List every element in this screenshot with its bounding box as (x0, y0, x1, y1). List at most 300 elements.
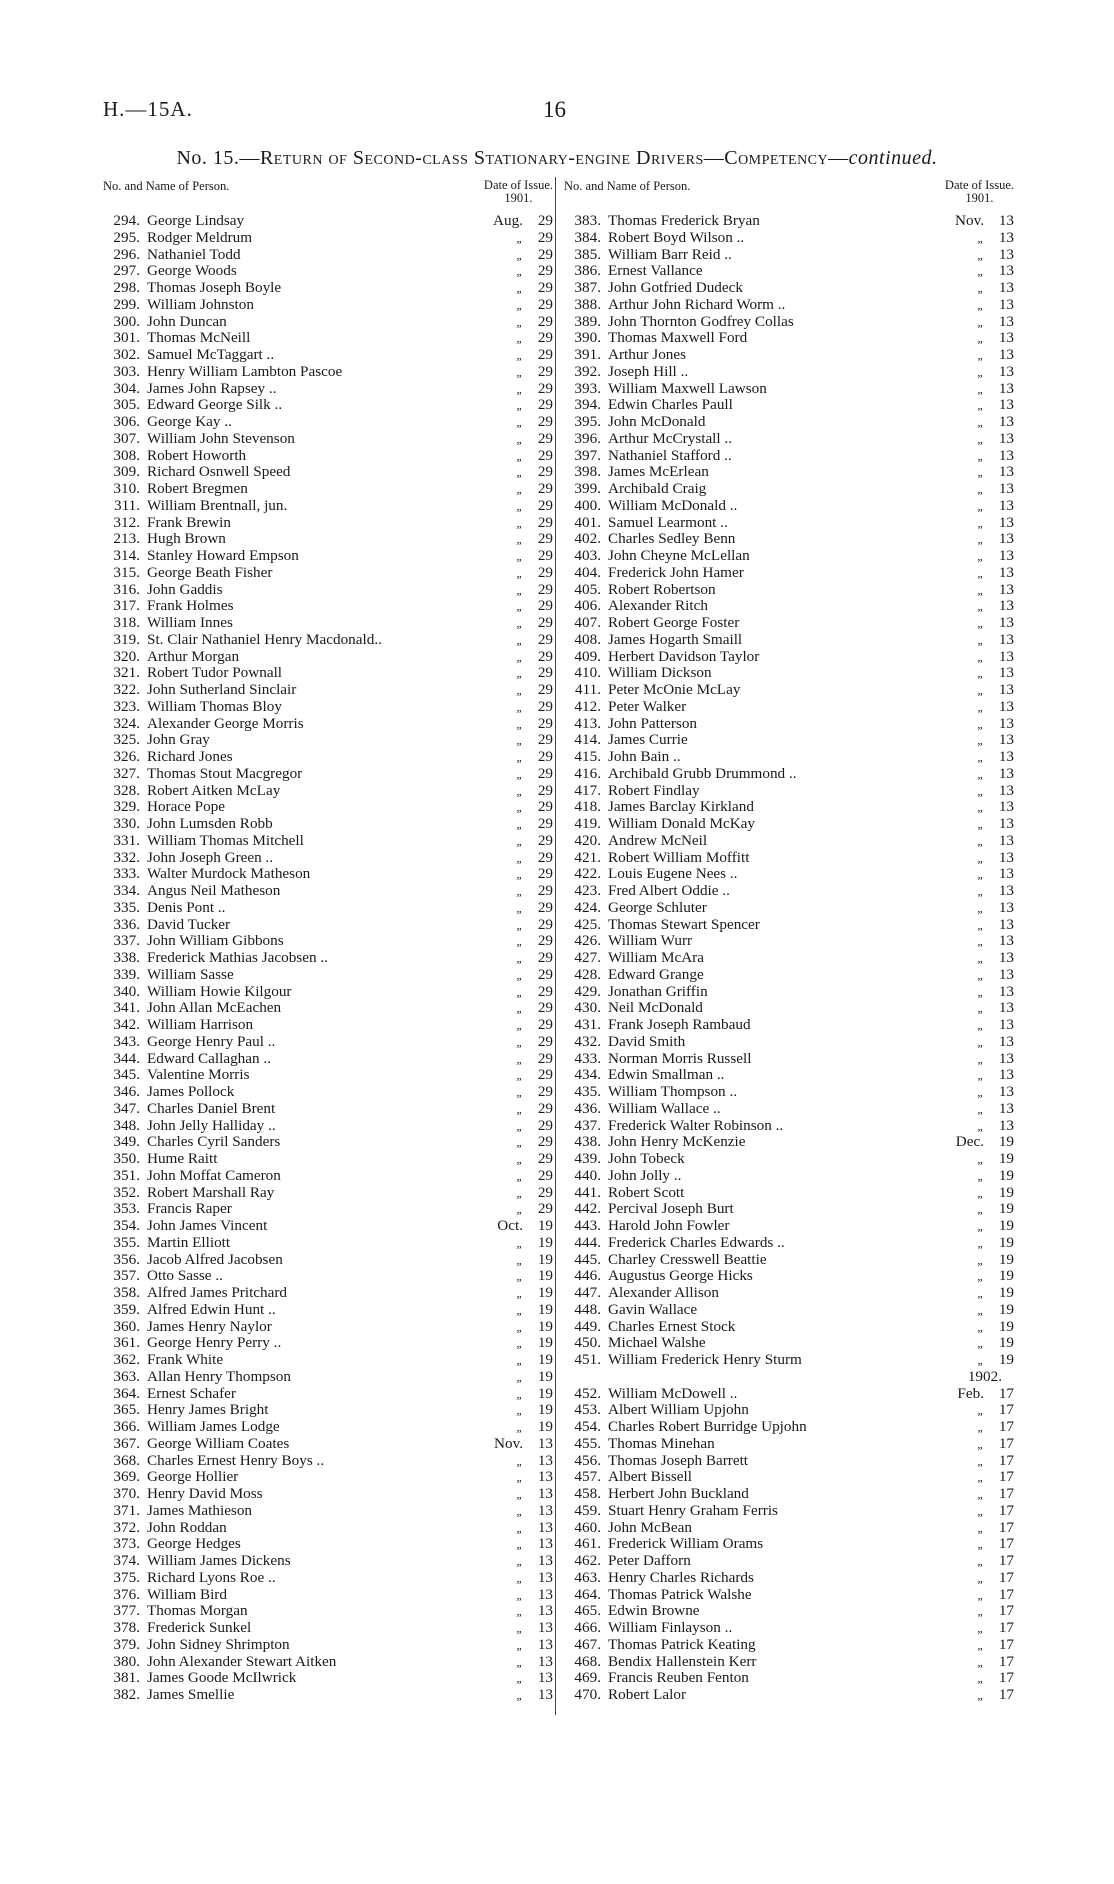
table-row (564, 1654, 1014, 1671)
issue-day: 13 (998, 530, 1014, 548)
person-name: Percival Joseph Burt (608, 1200, 734, 1218)
issue-month: „ (977, 264, 984, 279)
table-row (564, 1017, 1014, 1034)
entry-number: 404. (574, 563, 601, 581)
issue-month: „ (516, 565, 523, 580)
issue-month: „ (977, 683, 984, 697)
title-main: Return of Second-class Stationary-engine Drivers—Competency— (259, 147, 849, 169)
person-name: Frederick Charles Edwards .. (608, 1233, 785, 1251)
table-row (564, 464, 1014, 481)
person-name: Frederick Sunkel (147, 1619, 252, 1636)
table-row (564, 833, 1014, 850)
person-name: Alexander Ritch (608, 597, 708, 615)
person-name: John McBean (608, 1518, 692, 1536)
issue-day: 29 (537, 764, 553, 782)
issue-day: 29 (537, 597, 553, 615)
entry-number: 351. (113, 1166, 140, 1184)
table-row (564, 783, 1014, 800)
table-row (103, 330, 553, 347)
person-name: John Gotfried Dudeck (608, 279, 743, 296)
entry-number: 364. (113, 1384, 140, 1402)
entry-number: 346. (113, 1083, 140, 1100)
issue-month: „ (977, 448, 984, 463)
table-row (103, 1000, 553, 1017)
issue-day: 13 (537, 1434, 553, 1452)
title-prefix: No. 15.— (176, 147, 260, 169)
issue-day: 13 (998, 714, 1014, 732)
person-name: John Allan McEachen (147, 999, 282, 1017)
issue-day: 29 (537, 714, 553, 732)
table-row (103, 297, 553, 314)
issue-day: 19 (537, 1384, 553, 1402)
person-name: Ernest Vallance (608, 262, 703, 280)
table-row (564, 414, 1014, 431)
entry-number: 444. (574, 1233, 601, 1251)
table-row (564, 582, 1014, 599)
table-row (103, 1520, 553, 1537)
entry-number: 361. (113, 1334, 140, 1352)
issue-day: 29 (537, 212, 553, 229)
person-name: Alexander George Morris (147, 714, 304, 732)
person-name: Robert Findlay (608, 781, 700, 799)
entry-number: 321. (113, 664, 140, 682)
person-name: Robert Tudor Pownall (147, 664, 283, 682)
person-name: John Alexander Stewart Aitken (147, 1652, 337, 1670)
table-row (564, 1185, 1014, 1202)
issue-month: „ (977, 1637, 984, 1652)
table-row (564, 481, 1014, 498)
entry-number: 449. (574, 1317, 601, 1335)
issue-month: „ (516, 549, 523, 563)
entry-number: 329. (113, 798, 140, 816)
issue-day: 13 (998, 1099, 1014, 1117)
issue-month: „ (977, 1470, 984, 1485)
table-row (564, 548, 1014, 565)
person-name: Alfred Edwin Hunt .. (147, 1300, 276, 1318)
issue-month: „ (977, 984, 984, 999)
table-row (103, 1168, 553, 1185)
table-row (103, 1536, 553, 1553)
entry-number: 467. (574, 1635, 601, 1653)
issue-day: 13 (998, 949, 1014, 966)
entry-number: 298. (113, 279, 140, 296)
issue-month: „ (977, 733, 984, 748)
table-row (103, 1436, 553, 1453)
issue-month: „ (516, 1470, 523, 1485)
person-name: Albert William Upjohn (608, 1401, 749, 1419)
right-column-header (564, 177, 1014, 213)
issue-day: 17 (998, 1652, 1014, 1670)
entry-number: 452. (574, 1384, 601, 1402)
entry-number: 374. (113, 1552, 140, 1569)
table-row (564, 1201, 1014, 1218)
entry-number: 388. (574, 295, 601, 313)
issue-month: „ (516, 1621, 523, 1635)
table-row (103, 414, 553, 431)
table-row (564, 515, 1014, 532)
issue-day: 29 (537, 831, 553, 849)
issue-month: „ (516, 683, 523, 697)
person-name: James Mathieson (147, 1501, 253, 1519)
entry-number: 380. (113, 1652, 140, 1670)
entry-number: 340. (113, 982, 140, 1000)
table-row (564, 749, 1014, 766)
issue-month: „ (977, 1688, 984, 1702)
issue-day: 19 (537, 1367, 553, 1385)
entry-number: 462. (574, 1552, 601, 1569)
entry-number: 394. (574, 396, 601, 414)
table-row (564, 1218, 1014, 1235)
issue-month: „ (516, 833, 523, 848)
table-row (564, 799, 1014, 816)
issue-day: 29 (537, 949, 553, 966)
table-row (103, 900, 553, 917)
person-name: Nathaniel Todd (147, 245, 241, 263)
issue-day: 13 (998, 279, 1014, 296)
issue-day: 13 (998, 563, 1014, 581)
issue-month: „ (977, 230, 984, 245)
person-name: John Gaddis (147, 580, 223, 598)
issue-month: „ (516, 817, 523, 831)
issue-day: 29 (537, 1200, 553, 1218)
issue-month: „ (516, 364, 523, 379)
issue-day: 19 (537, 1250, 553, 1268)
person-name: Peter McOnie McLay (608, 681, 741, 698)
person-name: Frederick Walter Robinson .. (608, 1116, 784, 1134)
issue-month: „ (977, 783, 984, 798)
issue-month: „ (977, 297, 984, 312)
person-name: Thomas Patrick Keating (608, 1635, 756, 1653)
person-name: William Brentnall, jun. (147, 496, 288, 514)
entry-number: 439. (574, 1150, 601, 1167)
issue-month: „ (977, 1554, 984, 1568)
issue-day: 29 (537, 295, 553, 313)
issue-day: 13 (998, 212, 1014, 229)
table-row (103, 1201, 553, 1218)
year-label: 1901. (504, 191, 533, 205)
issue-day: 19 (998, 1300, 1014, 1318)
entry-number: 322. (113, 681, 140, 698)
entry-number: 456. (574, 1451, 601, 1469)
entry-number: 450. (574, 1334, 601, 1352)
issue-day: 13 (998, 1066, 1014, 1084)
entry-number: 355. (113, 1233, 140, 1251)
person-name: Stuart Henry Graham Ferris (608, 1501, 778, 1519)
person-name: James John Rapsey .. (147, 379, 277, 397)
issue-day: 13 (998, 312, 1014, 330)
table-row (103, 431, 553, 448)
table-row (564, 1000, 1014, 1017)
person-name: Alfred James Pritchard (147, 1284, 288, 1301)
issue-day: 17 (998, 1485, 1014, 1502)
table-row (103, 1587, 553, 1604)
table-row (103, 984, 553, 1001)
person-name: Henry David Moss (147, 1485, 263, 1502)
issue-day: 13 (998, 295, 1014, 313)
entry-number: 363. (113, 1367, 140, 1385)
table-row (103, 1051, 553, 1068)
table-row (103, 850, 553, 867)
issue-month: „ (977, 1068, 984, 1083)
issue-day: 19 (537, 1351, 553, 1368)
person-name: William Wurr (608, 932, 693, 950)
entry-number: 336. (113, 915, 140, 933)
entry-number: 459. (574, 1501, 601, 1519)
entry-number: 357. (113, 1267, 140, 1285)
table-row (564, 213, 1014, 230)
table-row (103, 1118, 553, 1135)
entry-number: 365. (113, 1401, 140, 1419)
issue-day: 29 (537, 664, 553, 682)
issue-month: „ (516, 984, 523, 999)
person-name: John Jolly .. (608, 1166, 682, 1184)
table-row (103, 598, 553, 615)
issue-day: 19 (998, 1233, 1014, 1251)
entry-number: 343. (113, 1032, 140, 1050)
person-name: Louis Eugene Nees .. (608, 865, 738, 883)
person-name: Robert Robertson (608, 580, 716, 598)
table-row (103, 531, 553, 548)
issue-month: „ (516, 1051, 523, 1066)
table-row (564, 598, 1014, 615)
issue-month: „ (977, 415, 984, 429)
issue-day: 29 (537, 1133, 553, 1151)
issue-day: 13 (998, 831, 1014, 849)
entry-number: 317. (113, 597, 140, 615)
table-row (103, 632, 553, 649)
entry-number: 349. (113, 1133, 140, 1151)
table-row (564, 1553, 1014, 1570)
table-row (103, 816, 553, 833)
entry-number: 460. (574, 1518, 601, 1536)
issue-month: „ (516, 699, 523, 714)
issue-day: 19 (998, 1200, 1014, 1218)
issue-day: 29 (537, 1183, 553, 1201)
issue-day: 29 (537, 865, 553, 883)
entry-number: 407. (574, 614, 601, 631)
table-row (564, 297, 1014, 314)
entry-number: 305. (113, 396, 140, 414)
issue-month: „ (977, 1302, 984, 1317)
table-row (564, 1587, 1014, 1604)
entry-number: 437. (574, 1116, 601, 1134)
person-name: Robert George Foster (608, 614, 740, 631)
table-row (103, 950, 553, 967)
date-heading-label: Date of Issue. (944, 178, 1014, 192)
table-row (564, 1051, 1014, 1068)
entry-number: 386. (574, 262, 601, 280)
table-row (103, 615, 553, 632)
person-name: Edwin Browne (608, 1602, 700, 1620)
entry-number: 342. (113, 1016, 140, 1033)
issue-month: „ (977, 649, 984, 664)
person-name: William Thomas Bloy (147, 697, 282, 715)
person-name: Samuel Learmont .. (608, 513, 728, 531)
table-row (103, 783, 553, 800)
issue-day: 29 (537, 1150, 553, 1167)
person-name: Gavin Wallace (608, 1300, 698, 1318)
person-name: Fred Albert Oddie .. (608, 882, 730, 899)
entry-number: 350. (113, 1150, 140, 1167)
person-name: James Goode McIlwrick (147, 1669, 297, 1687)
issue-month: „ (977, 1621, 984, 1635)
issue-month: „ (977, 884, 984, 898)
issue-day: 29 (537, 848, 553, 866)
issue-day: 19 (998, 1183, 1014, 1201)
issue-month: „ (977, 1118, 984, 1133)
issue-month: „ (516, 900, 523, 915)
issue-month: „ (516, 1336, 523, 1351)
table-row (103, 397, 553, 414)
entry-number: 454. (574, 1418, 601, 1435)
table-row (564, 1235, 1014, 1252)
issue-month: „ (516, 1135, 523, 1150)
entry-number: 430. (574, 999, 601, 1017)
entry-number: 447. (574, 1284, 601, 1301)
table-row (103, 1369, 553, 1386)
person-name: John Joseph Green .. (147, 848, 274, 866)
person-name: William Johnston (147, 295, 254, 313)
issue-day: 19 (998, 1284, 1014, 1301)
person-name: Robert Aitken McLay (147, 781, 281, 799)
person-name: Neil McDonald (608, 999, 703, 1017)
entry-number: 432. (574, 1032, 601, 1050)
entry-number: 341. (113, 999, 140, 1017)
issue-day: 17 (998, 1401, 1014, 1419)
entry-number: 347. (113, 1099, 140, 1117)
table-row (103, 213, 553, 230)
issue-day: 17 (998, 1602, 1014, 1620)
person-name: George Henry Paul .. (147, 1032, 276, 1050)
person-name: John Sidney Shrimpton (147, 1635, 290, 1653)
table-row (103, 1453, 553, 1470)
entry-number: 393. (574, 379, 601, 397)
person-name: William Thomas Mitchell (147, 831, 304, 849)
issue-day: 13 (998, 513, 1014, 531)
issue-day: 29 (537, 932, 553, 950)
issue-month: „ (977, 1353, 984, 1367)
entry-number: 446. (574, 1267, 601, 1285)
entry-number: 428. (574, 965, 601, 983)
person-name: John Roddan (147, 1518, 227, 1536)
issue-month: „ (977, 565, 984, 580)
issue-month: „ (977, 364, 984, 379)
person-name: James Pollock (147, 1083, 235, 1100)
issue-day: 13 (537, 1535, 553, 1553)
issue-month: „ (977, 1168, 984, 1183)
issue-day: 29 (537, 446, 553, 464)
entry-number: 422. (574, 865, 601, 883)
table-row (564, 716, 1014, 733)
entry-number: 303. (113, 362, 140, 380)
person-name: Albert Bissell (608, 1468, 692, 1486)
person-name: William McDowell .. (608, 1384, 738, 1402)
issue-month: „ (516, 1101, 523, 1116)
issue-month: „ (977, 247, 984, 262)
issue-day: 13 (537, 1451, 553, 1469)
table-row (564, 665, 1014, 682)
issue-month: „ (516, 599, 523, 614)
issue-month: „ (977, 482, 984, 496)
issue-month: „ (977, 1336, 984, 1351)
issue-day: 29 (537, 1032, 553, 1050)
issue-month: „ (516, 967, 523, 982)
issue-day: 17 (998, 1434, 1014, 1452)
table-row (103, 682, 553, 699)
issue-month: „ (516, 582, 523, 597)
issue-day: 13 (537, 1619, 553, 1636)
issue-day: 29 (537, 1066, 553, 1084)
entry-number: 334. (113, 882, 140, 899)
entry-number: 403. (574, 547, 601, 564)
issue-day: 17 (998, 1518, 1014, 1536)
issue-day: 29 (537, 1016, 553, 1033)
issue-day: 17 (998, 1451, 1014, 1469)
entry-number: 451. (574, 1351, 601, 1368)
issue-day: 19 (537, 1334, 553, 1352)
issue-month: „ (516, 1085, 523, 1099)
entry-number: 434. (574, 1066, 601, 1084)
year-label: 1901. (965, 191, 994, 205)
issue-month: „ (977, 1219, 984, 1233)
issue-month: „ (977, 1403, 984, 1418)
name-column-heading: No. and Name of Person. (564, 179, 691, 193)
table-row (564, 1352, 1014, 1369)
entry-number: 440. (574, 1166, 601, 1184)
entry-number: 312. (113, 513, 140, 531)
entry-number: 435. (574, 1083, 601, 1100)
entry-number: 413. (574, 714, 601, 732)
issue-month: „ (516, 649, 523, 664)
issue-month: „ (516, 297, 523, 312)
entry-number: 448. (574, 1300, 601, 1318)
person-name: John Bain .. (608, 748, 681, 765)
issue-month: Nov. (494, 1434, 523, 1452)
issue-month: „ (516, 1068, 523, 1083)
issue-month: „ (977, 1185, 984, 1200)
entry-number: 367. (113, 1434, 140, 1452)
issue-day: 17 (998, 1669, 1014, 1687)
entry-number: 310. (113, 480, 140, 497)
issue-month: „ (516, 766, 523, 781)
issue-month: „ (516, 415, 523, 429)
issue-day: 29 (537, 547, 553, 564)
issue-day: 17 (998, 1686, 1014, 1703)
issue-day: 13 (998, 630, 1014, 648)
issue-month: Feb. (957, 1384, 984, 1402)
entry-number: 398. (574, 463, 601, 481)
issue-day: 13 (537, 1552, 553, 1569)
issue-day: 13 (998, 228, 1014, 246)
table-row (564, 1151, 1014, 1168)
name-column-heading: No. and Name of Person. (103, 179, 230, 193)
person-name: James Barclay Kirkland (608, 798, 754, 816)
issue-month: „ (516, 1520, 523, 1535)
issue-day: 13 (537, 1518, 553, 1536)
issue-day: 29 (537, 463, 553, 481)
person-name: George Kay .. (147, 413, 232, 430)
issue-month: Oct. (497, 1217, 523, 1234)
issue-day: 13 (537, 1585, 553, 1603)
entry-number: 375. (113, 1568, 140, 1586)
issue-month: „ (977, 766, 984, 781)
person-name: Thomas Stewart Spencer (608, 915, 760, 933)
issue-day: 13 (998, 362, 1014, 380)
issue-month: „ (516, 448, 523, 463)
person-name: Harold John Fowler (608, 1217, 730, 1234)
issue-day: 29 (537, 815, 553, 832)
person-name: Valentine Morris (147, 1066, 250, 1084)
